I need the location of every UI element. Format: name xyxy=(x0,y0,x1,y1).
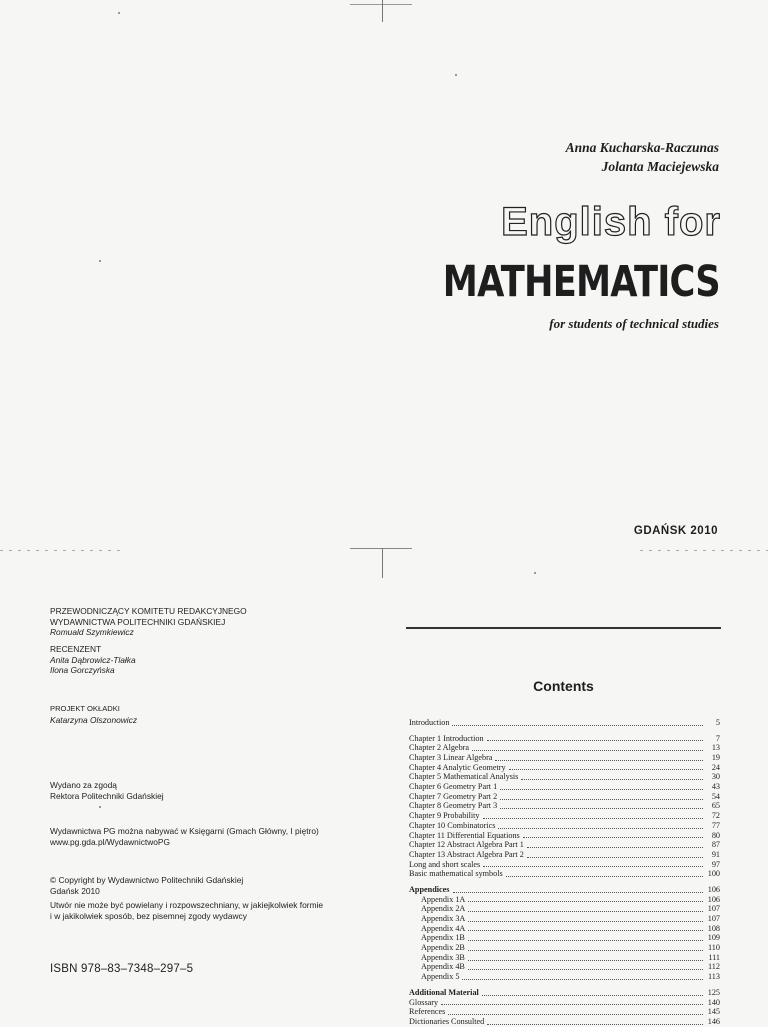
toc-entry-page: 87 xyxy=(711,840,720,850)
toc-entry-page: 145 xyxy=(707,1007,720,1017)
book-title-line-1: English for xyxy=(501,200,721,244)
toc-entry-page: 5 xyxy=(715,717,720,727)
toc-entry xyxy=(409,743,720,753)
toc-leader-dots xyxy=(482,995,703,996)
toc-entry xyxy=(409,772,720,782)
toc-entry-page: 30 xyxy=(711,772,720,782)
page-edge-left xyxy=(0,550,120,551)
toc-entry xyxy=(409,763,720,773)
scan-speck xyxy=(99,806,101,808)
toc-entry xyxy=(409,1017,720,1027)
toc-entry-page: 106 xyxy=(707,884,720,894)
page-edge-right xyxy=(640,550,768,551)
toc-entry xyxy=(409,840,720,850)
toc-entry-label: Appendix 4B xyxy=(421,962,465,972)
copyright-block xyxy=(50,875,323,921)
toc-entry-page: 125 xyxy=(707,987,720,997)
toc-entry xyxy=(409,860,720,870)
toc-entry xyxy=(409,885,720,895)
approval-line-1: Wydano za zgodą xyxy=(50,780,117,790)
toc-leader-dots xyxy=(453,892,704,893)
toc-entry-page: 111 xyxy=(708,952,720,962)
toc-entry-label: Chapter 9 Probability xyxy=(409,811,480,821)
toc-entry-label: Appendix 1B xyxy=(421,933,465,943)
toc-leader-dots xyxy=(527,857,703,858)
toc-entry-page: 100 xyxy=(707,869,720,879)
toc-leader-dots xyxy=(468,960,703,961)
toc-entry xyxy=(409,914,720,924)
toc-entry-label: Chapter 10 Combinatorics xyxy=(409,820,496,830)
toc-entry-label: Additional Material xyxy=(409,987,479,997)
toc-entry xyxy=(409,734,720,744)
toc-entry-page: 107 xyxy=(707,914,720,924)
toc-entry-label: Appendix 3B xyxy=(421,952,465,962)
toc-entry-page: 43 xyxy=(711,782,720,792)
committee-label: PRZEWODNICZĄCY KOMITETU REDAKCYJNEGO xyxy=(50,606,247,616)
toc-chapters-group xyxy=(409,734,720,879)
toc-entry-label: Chapter 2 Algebra xyxy=(409,743,470,753)
toc-entry-page: 108 xyxy=(707,923,720,933)
toc-entry-label: Appendix 5 xyxy=(421,972,460,982)
cover-label: PROJEKT OKŁADKI xyxy=(50,704,120,713)
crop-mark-top xyxy=(350,4,412,5)
reviewer-1: Anita Dąbrowicz-Tlałka xyxy=(50,654,136,665)
purchase-line-1: Wydawnictwa PG można nabywać w Księgarni (Gmach Główny, I piętro) xyxy=(50,826,319,836)
scan-speck xyxy=(534,572,536,574)
toc-additional-heading xyxy=(409,988,720,998)
toc-entry-page: 7 xyxy=(715,733,720,743)
rights-line-1: Utwór nie może być powielany i rozpowszechniany, w jakiejkolwiek formie xyxy=(50,900,324,910)
toc-entry-label: Chapter 6 Geometry Part 1 xyxy=(409,782,498,792)
toc-entry xyxy=(409,988,720,998)
toc-leader-dots xyxy=(472,750,703,751)
toc-entry-label: Appendices xyxy=(409,884,450,894)
toc-entry-label: Appendix 1A xyxy=(421,894,466,904)
toc-leader-dots xyxy=(500,789,703,790)
toc-leader-dots xyxy=(506,876,703,877)
toc-leader-dots xyxy=(468,921,703,922)
toc-entry xyxy=(409,998,720,1008)
scan-speck xyxy=(118,12,120,14)
toc-entry xyxy=(409,753,720,763)
toc-entry-label: Dictionaries Consulted xyxy=(409,1016,485,1026)
toc-leader-dots xyxy=(483,818,704,819)
toc-entry xyxy=(409,924,720,934)
toc-entry-label: Chapter 12 Abstract Algebra Part 1 xyxy=(409,840,524,850)
toc-entry-label: Appendix 2B xyxy=(421,943,465,953)
toc-entry xyxy=(409,802,720,812)
contents-top-rule xyxy=(406,627,721,629)
toc-leader-dots xyxy=(448,1014,703,1015)
toc-entry xyxy=(409,782,720,792)
toc-entry xyxy=(409,895,720,905)
toc-entry-label: Glossary xyxy=(409,997,439,1007)
toc-leader-dots xyxy=(487,740,703,741)
toc-entry-label: Introduction xyxy=(409,717,450,727)
toc-leader-dots xyxy=(468,930,703,931)
toc-entry xyxy=(409,963,720,973)
toc-entry-page: 91 xyxy=(711,849,720,859)
reviewers-block xyxy=(50,644,136,676)
toc-entry-page: 140 xyxy=(707,997,720,1007)
toc-entry-page: 72 xyxy=(711,811,720,821)
approval-line-2: Rektora Politechniki Gdańskiej xyxy=(50,790,164,801)
toc-entry xyxy=(409,831,720,841)
toc-entry xyxy=(409,792,720,802)
isbn: ISBN 978–83–7348–297–5 xyxy=(50,963,194,975)
toc-leader-dots xyxy=(495,760,703,761)
toc-entry-label: Chapter 11 Differential Equations xyxy=(409,830,520,840)
crop-mark-middle xyxy=(382,548,383,578)
toc-entry xyxy=(409,811,720,821)
toc-entry-label: Appendix 2A xyxy=(421,904,466,914)
toc-entry xyxy=(409,972,720,982)
toc-entry-page: 65 xyxy=(711,801,720,811)
toc-leader-dots xyxy=(468,969,703,970)
toc-entry xyxy=(409,904,720,914)
toc-entry-page: 146 xyxy=(707,1016,720,1026)
toc-entry-label: Chapter 7 Geometry Part 2 xyxy=(409,791,498,801)
toc-entry-page: 80 xyxy=(711,830,720,840)
toc-leader-dots xyxy=(527,847,703,848)
toc-entry xyxy=(409,869,720,879)
toc-leader-dots xyxy=(523,837,703,838)
toc-entry-page: 24 xyxy=(711,762,720,772)
copyright-line-2: Gdańsk 2010 xyxy=(50,885,100,896)
rights-line-2: i w jakikolwiek sposób, bez pisemnej zgody wydawcy xyxy=(50,910,247,921)
toc-entry-label: Basic mathematical symbols xyxy=(409,869,503,879)
toc-appendices-group xyxy=(409,895,720,982)
toc-entry-page: 54 xyxy=(711,791,720,801)
toc-entry-label: Chapter 8 Geometry Part 3 xyxy=(409,801,498,811)
contents-title: Contents xyxy=(533,678,594,694)
toc-leader-dots xyxy=(468,940,703,941)
toc-leader-dots xyxy=(462,979,703,980)
committee-chair-name: Romuald Szymkiewicz xyxy=(50,627,134,637)
toc-leader-dots xyxy=(521,779,703,780)
toc-leader-dots xyxy=(500,808,703,809)
toc-entry-label: Appendix 4A xyxy=(421,923,466,933)
approval-block xyxy=(50,780,164,801)
toc-entry-page: 13 xyxy=(711,743,720,753)
toc-entry-page: 112 xyxy=(708,962,720,972)
editorial-committee xyxy=(50,606,247,638)
toc-entry-label: Chapter 3 Linear Algebra xyxy=(409,753,493,763)
table-of-contents xyxy=(409,718,720,1027)
toc-entry-page: 107 xyxy=(707,904,720,914)
toc-leader-dots xyxy=(468,950,703,951)
toc-entry-label: Chapter 5 Mathematical Analysis xyxy=(409,772,519,782)
toc-entry-page: 110 xyxy=(708,943,720,953)
purchase-info xyxy=(50,826,319,847)
toc-intro-group xyxy=(409,718,720,728)
toc-entry xyxy=(409,953,720,963)
book-subtitle: for students of technical studies xyxy=(549,316,719,331)
copyright-line-1: © Copyright by Wydawnictwo Politechniki Gdańskiej xyxy=(50,875,244,885)
toc-entry xyxy=(409,1007,720,1017)
toc-entry-label: Appendix 3A xyxy=(421,914,466,924)
crop-mark-top-vertical xyxy=(382,0,383,22)
toc-leader-dots xyxy=(500,799,703,800)
reviewers-label: RECENZENT xyxy=(50,644,102,654)
publication-place-year: GDAŃSK 2010 xyxy=(633,525,718,537)
toc-entry-page: 77 xyxy=(711,820,720,830)
toc-leader-dots xyxy=(468,911,703,912)
cover-design-block xyxy=(50,704,137,725)
publisher-url: www.pg.gda.pl/WydawnictwoPG xyxy=(50,836,171,847)
toc-entry xyxy=(409,821,720,831)
toc-leader-dots xyxy=(509,769,703,770)
author-1: Anna Kucharska-Raczunas xyxy=(565,140,719,155)
toc-additional-group xyxy=(409,998,720,1027)
toc-leader-dots xyxy=(452,725,703,726)
toc-entry-label: Chapter 13 Abstract Algebra Part 2 xyxy=(409,849,524,859)
toc-leader-dots xyxy=(441,1004,703,1005)
cover-designer: Katarzyna Olszonowicz xyxy=(50,714,138,725)
toc-entry-page: 109 xyxy=(707,933,720,943)
toc-appendices-heading xyxy=(409,885,720,895)
toc-entry-label: Long and short scales xyxy=(409,859,481,869)
toc-entry xyxy=(409,933,720,943)
toc-entry xyxy=(409,943,720,953)
author-names xyxy=(566,138,719,176)
scan-speck xyxy=(99,260,101,262)
toc-leader-dots xyxy=(498,828,703,829)
toc-entry-page: 97 xyxy=(711,859,720,869)
toc-entry-page: 113 xyxy=(708,972,720,982)
toc-leader-dots xyxy=(483,866,703,867)
toc-entry-label: Chapter 4 Analytic Geometry xyxy=(409,762,506,772)
book-title-line-2: MATHEMATICS xyxy=(442,257,720,307)
fold-line xyxy=(350,548,412,549)
toc-entry-page: 106 xyxy=(707,894,720,904)
toc-entry xyxy=(409,850,720,860)
toc-entry-page: 19 xyxy=(711,753,720,763)
toc-entry-label: Chapter 1 Introduction xyxy=(409,733,484,743)
scan-speck xyxy=(455,74,457,76)
toc-entry xyxy=(409,718,720,728)
reviewer-2: Ilona Gorczyńska xyxy=(50,665,115,675)
toc-entry-label: References xyxy=(409,1007,446,1017)
author-2: Jolanta Maciejewska xyxy=(601,159,719,174)
committee-org: WYDAWNICTWA POLITECHNIKI GDAŃSKIEJ xyxy=(50,616,226,627)
toc-leader-dots xyxy=(468,901,703,902)
